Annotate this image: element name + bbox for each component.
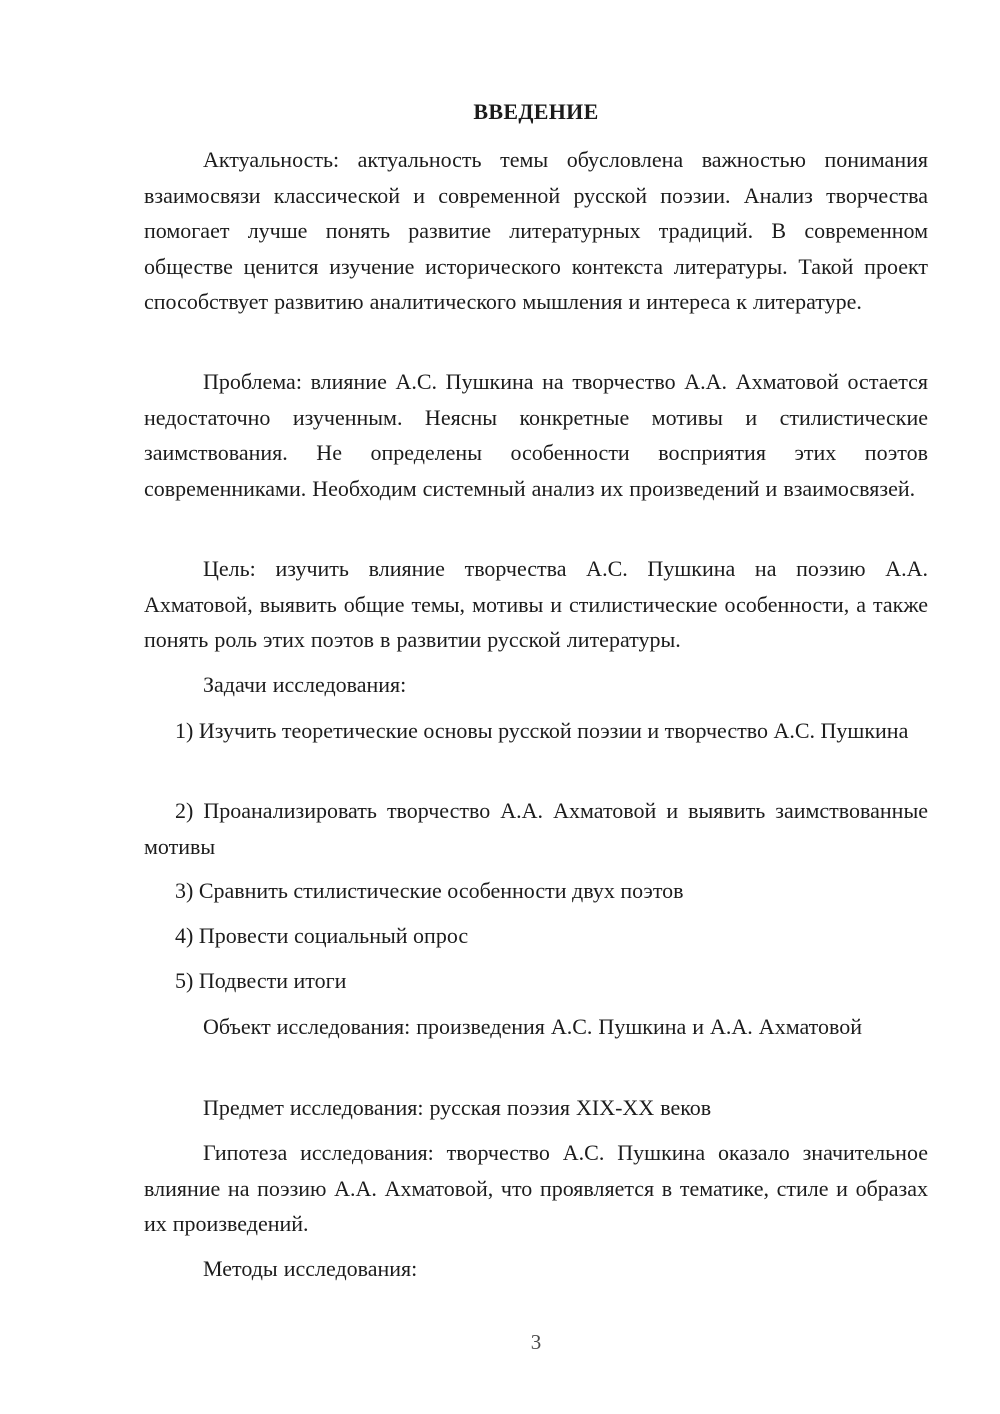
paragraph-subject: Предмет исследования: русская поэзия XIX-XX веков <box>203 1095 712 1120</box>
task-item-4: 4) Провести социальный опрос <box>175 923 469 948</box>
paragraph-relevance: Актуальность: актуальность темы обусловлена важностью понимания взаимосвязи классической и современной русской поэзии. Анализ творчества помогает лучше понять развитие литературных традиций. В современном обществе ценится изучение исторического контекста литературы. Такой проект способствует развитию аналитического мышления и интереса к литературе. <box>144 147 928 314</box>
task-5-block <box>144 963 928 999</box>
tasks-heading: Задачи исследования: <box>203 672 407 697</box>
methods-heading-block <box>144 1251 928 1287</box>
task-2-block <box>144 793 928 864</box>
tasks-heading-block <box>144 667 928 703</box>
relevance-block <box>144 142 928 320</box>
paragraph-problem: Проблема: влияние А.С. Пушкина на творчество А.А. Ахматовой остается недостаточно изученным. Неясны конкретные мотивы и стилистические заимствования. Не определены особенности восприятия этих поэтов современниками. Необходим системный анализ их произведений и взаимосвязей. <box>144 369 928 501</box>
paragraph-object: Объект исследования: произведения А.С. Пушкина и А.А. Ахматовой <box>203 1014 862 1039</box>
task-item-5: 5) Подвести итоги <box>175 968 347 993</box>
paragraph-goal: Цель: изучить влияние творчества А.С. Пушкина на поэзию А.А. Ахматовой, выявить общие темы, мотивы и стилистические особенности, а также понять роль этих поэтов в развитии русской литературы. <box>144 556 928 652</box>
paragraph-hypothesis: Гипотеза исследования: творчество А.С. Пушкина оказало значительное влияние на поэзию А.А. Ахматовой, что проявляется в тематике, стиле и образах их произведений. <box>144 1140 928 1236</box>
section-title: ВВЕДЕНИЕ <box>473 99 599 124</box>
task-item-3: 3) Сравнить стилистические особенности двух поэтов <box>175 878 684 903</box>
problem-block <box>144 364 928 506</box>
task-1-block <box>144 713 928 749</box>
page-number: 3 <box>530 1330 542 1354</box>
task-item-2: 2) Проанализировать творчество А.А. Ахматовой и выявить заимствованные мотивы <box>144 798 928 859</box>
task-3-block <box>144 873 928 909</box>
goal-block <box>144 551 928 658</box>
methods-heading: Методы исследования: <box>203 1256 418 1281</box>
task-4-block <box>144 918 928 954</box>
hypothesis-block <box>144 1135 928 1242</box>
task-item-1: 1) Изучить теоретические основы русской поэзии и творчество А.С. Пушкина <box>175 718 909 743</box>
object-block <box>144 1009 928 1045</box>
subject-block <box>144 1090 928 1126</box>
